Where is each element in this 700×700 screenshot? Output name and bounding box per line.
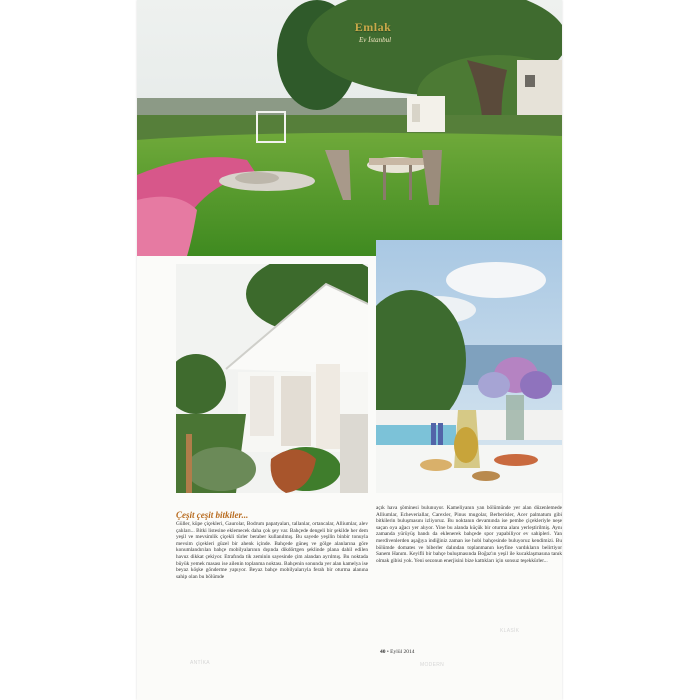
bosphorus-table-photo — [376, 240, 562, 493]
bleed-through-text: MODERN — [420, 662, 445, 668]
issue-date: • Eylül 2014 — [385, 649, 415, 655]
page-folio — [380, 649, 414, 655]
page-number: 40 — [380, 649, 386, 655]
bleed-through-text: ANTİKA — [190, 660, 210, 666]
section-title: Emlak — [354, 20, 392, 34]
section-subtitle: Ev İstanbul — [358, 36, 392, 44]
article-body-left: Güller, küpe çiçekleri, Gaurolar, Bodrum papatyaları, tallanlar, ortancalar, Alliumlar, alev çalıları... Bitki listesine eklemecek daha çok şey var. Bahçede dengeli bir şekilde her dem yeşil ve mevsimlik çiçekli türler beraber kullanılmış. Bu sayede yeşilin binbir tonuyla mevsim çiçekleri güzel bir ahenk içinde. Bahçede güneş ve gölge alanlarına göre konumlandırılan bahçe mobilyalarının dışında dikdörtgen şeklinde plana dahil edilen havuz dikkat çekiyor. Etrafında tik zeminin sayesinde çim alandan ayrılmış. Bu noktada büyük yemek masası ise ailenin toplanma noktası. Bahçenin sonunda yer alan kamelya ise beyaz köşke gönderme yapıyor. Beyaz bahçe mobilyalarıyla ferah bir oturma alanına sahip olan bu bölümde — [176, 521, 368, 580]
article-body-right: açık hava şöminesi bulunuyor. Kameliyanın yan bölümünde yer alan düzenlemede Alliumlar, Echeveriallar, Carexler, Pinus mugolar, Berberisler, Acer palmatum gibi bitkilerin buluşmasını izliyoruz. Bu noktanın devamında ise pembe çiçekleriyle neşe saçan oya ağacı yer alıyor. Yine bu alanda küçük bir oturma alanı yerleştirilmiş. Aynı zamanda yürüyüş bandı da eklenerek bahçede spor yapabiliyor ev sahipleri. Yan merdivenlerden aşağıya indiğiniz zaman ise hobi bahçesinde buluyoruz kendimizi. Bu bölümde domates ve biberler dalından toplanmanın keyfine vardıkların belirtiyor Sanem Hanım. Keyifli bir bahçe buluşmasında Boğaz'ın yeşil ile kucaklaşmasına tanık olmak gibisi yok. Yeni sezonun enerjisini bize kattıkları için sonsuz teşekkürler... — [376, 505, 562, 564]
bleed-through-text: KLASİK — [500, 628, 520, 634]
article-column-right — [376, 505, 562, 564]
article-heading: Çeşit çeşit bitkiler... — [176, 510, 249, 520]
gazebo-photo — [176, 264, 368, 493]
article-column-left — [176, 521, 368, 580]
